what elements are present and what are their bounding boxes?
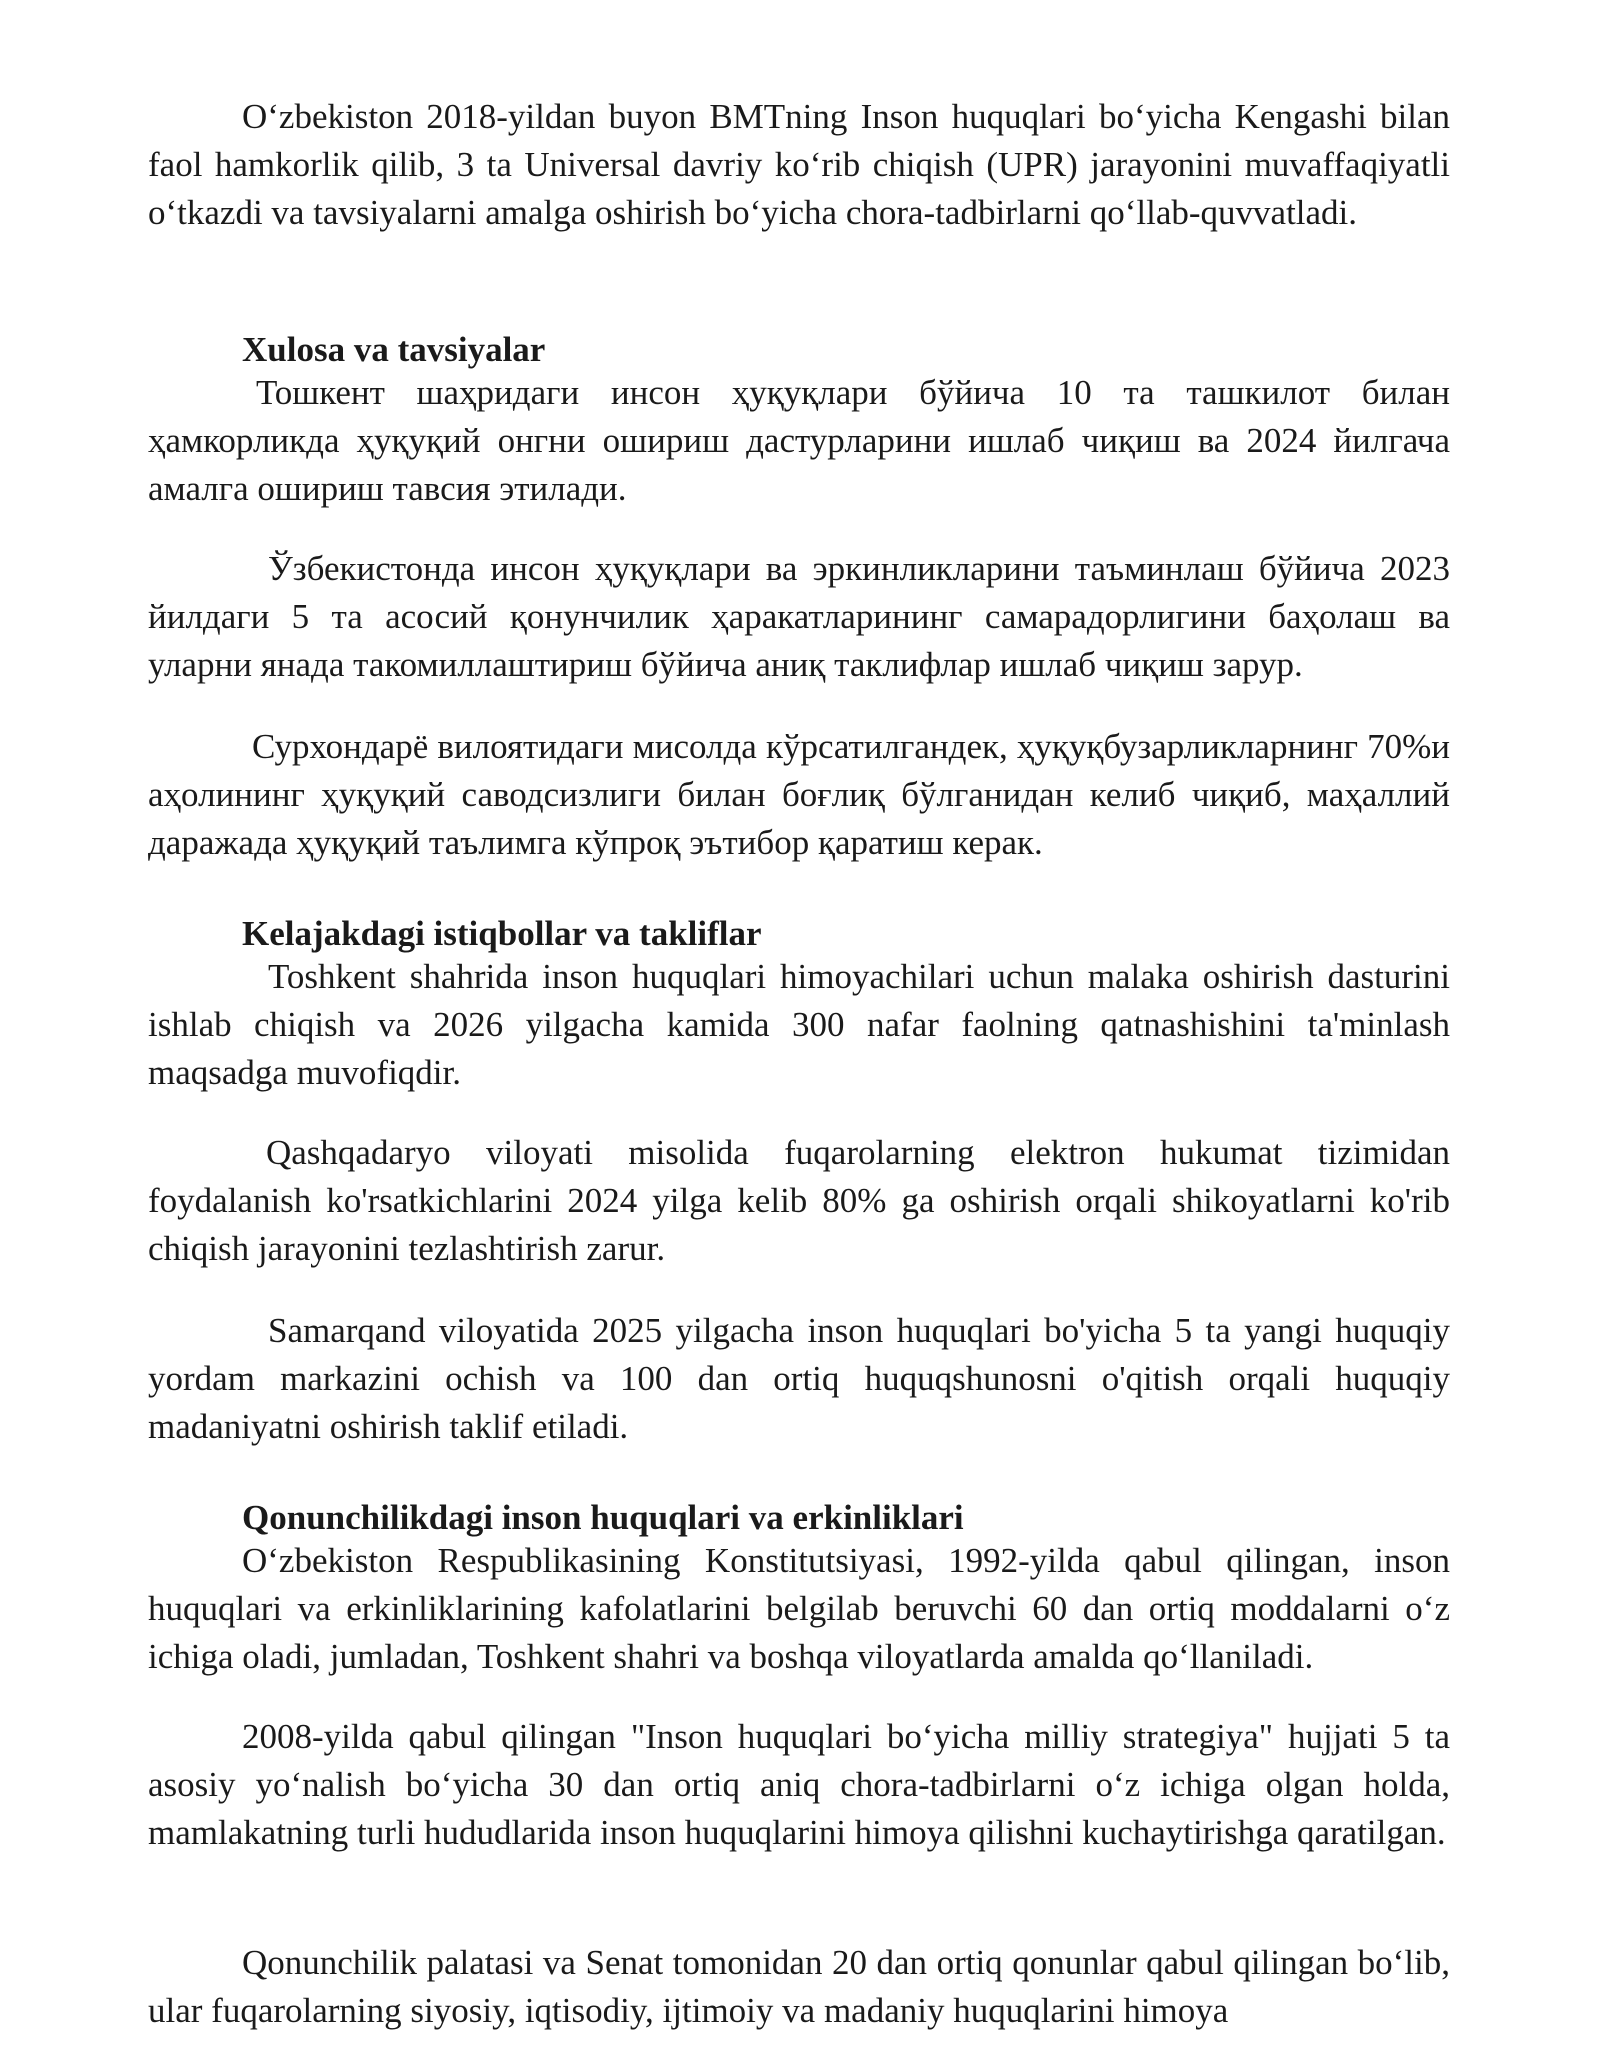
paragraph-surkhandarya-example: Сурхондарё вилоятидаги мисолда кўрсатилгандек, ҳуқуқбузарликларнинг 70%и аҳолининг ҳуқуқий саводсизлиги билан боғлиқ бўлганидан келиб чиқиб, маҳаллий даражада ҳуқуқий таълимга кўпроқ эътибор қаратиш керак. xyxy=(148,727,1450,862)
paragraph-samarkand-centers: Samarqand viloyatida 2025 yilgacha inson huquqlari bo'yicha 5 ta yangi huquqiy yordam markazini ochish va 100 dan ortiq huquqshunosni o'qitish orqali huquqiy madaniyatni oshirish taklif etiladi. xyxy=(148,1311,1450,1446)
heading-future-prospects: Kelajakdagi istiqbollar va takliflar xyxy=(242,914,762,953)
paragraph-legislation-evaluation: Ўзбекистонда инсон ҳуқуқлари ва эркинликларини таъминлаш бўйича 2023 йилдаги 5 та асосий қонунчилик ҳаракатларининг самарадорлигини баҳолаш ва уларни янада такомиллаштириш бўйича аниқ таклифлар ишлаб чиқиш зарур. xyxy=(148,549,1450,684)
heading-conclusions: Xulosa va tavsiyalar xyxy=(242,330,546,369)
paragraph-constitution: O‘zbekiston Respublikasining Konstitutsiyasi, 1992-yilda qabul qilingan, inson huquqlari va erkinliklarining kafolatlarini belgilab beruvchi 60 dan ortiq moddalarni o‘z ichiga oladi, jumladan, Toshkent shahri va boshqa viloyatlarda amalda qo‘llaniladi. xyxy=(148,1541,1450,1676)
paragraph-kashkadarya-egov: Qashqadaryo viloyati misolida fuqarolarning elektron hukumat tizimidan foydalanish ko'rsatkichlarini 2024 yilga kelib 80% ga oshirish orqali shikoyatlarni ko'rib chiqish jarayonini tezlashtirish zarur. xyxy=(148,1133,1450,1268)
paragraph-national-strategy: 2008-yilda qabul qilingan "Inson huquqlari bo‘yicha milliy strategiya" hujjati 5 ta asosiy yo‘nalish bo‘yicha 30 dan ortiq aniq chora-tadbirlarni o‘z ichiga olgan holda, mamlakatning turli hududlarida inson huquqlarini himoya qilishni kuchaytirishga qaratilgan. xyxy=(148,1717,1450,1852)
paragraph-tashkent-organizations: Тошкент шаҳридаги инсон ҳуқуқлари бўйича 10 та ташкилот билан ҳамкорликда ҳуқуқий онгни ошириш дастурларини ишлаб чиқиш ва 2024 йилгача амалга ошириш тавсия этилади. xyxy=(148,373,1450,508)
paragraph-parliament-laws: Qonunchilik palatasi va Senat tomonidan 20 dan ortiq qonunlar qabul qilingan bo‘lib, ular fuqarolarning siyosiy, iqtisodiy, ijtimoiy va madaniy huquqlarini himoya xyxy=(148,1943,1450,2030)
heading-legislation-rights: Qonunchilikdagi inson huquqlari va erkinliklari xyxy=(242,1498,964,1537)
paragraph-tashkent-training: Toshkent shahrida inson huquqlari himoyachilari uchun malaka oshirish dasturini ishlab chiqish va 2026 yilgacha kamida 300 nafar faolning qatnashishini ta'minlash maqsadga muvofiqdir. xyxy=(148,957,1450,1092)
paragraph-upr-cooperation: O‘zbekiston 2018-yildan buyon BMTning Inson huquqlari bo‘yicha Kengashi bilan faol hamkorlik qilib, 3 ta Universal davriy ko‘rib chiqish (UPR) jarayonini muvaffaqiyatli o‘tkazdi va tavsiyalarni amalga oshirish bo‘yicha chora-tadbirlarni qo‘llab-quvvatladi. xyxy=(148,97,1450,232)
